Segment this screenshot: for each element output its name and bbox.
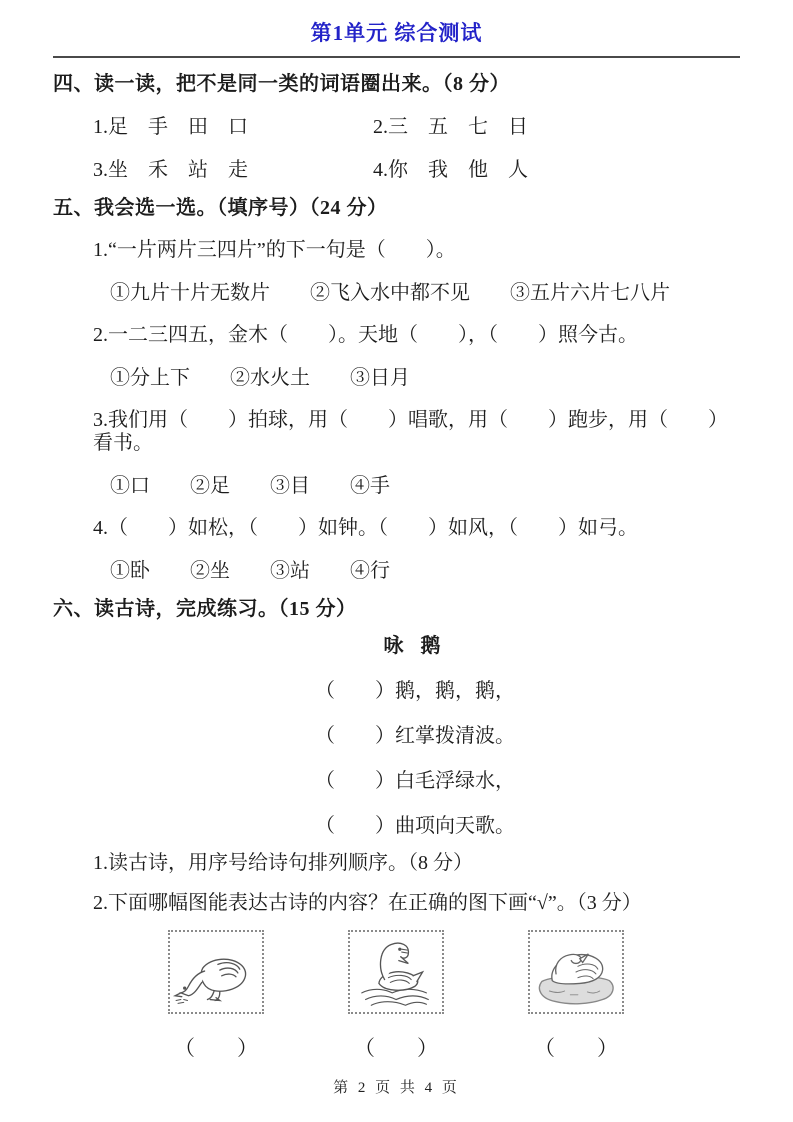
page-title: 第1单元 综合测试 (310, 21, 483, 45)
poem-line-4: （ ）曲项向天歌。 (315, 815, 515, 837)
sub-question-2: 2.下面哪幅图能表达古诗的内容？在正确的图下画“√”。（3 分） (93, 892, 642, 914)
header-divider (53, 56, 740, 58)
figure-1-answer-bracket: （ ） (174, 1036, 258, 1060)
poem-line-2: （ ）红掌拨清波。 (315, 725, 515, 747)
poem-block (315, 635, 515, 838)
word-group-row (93, 116, 740, 139)
goose-pecking-image (168, 930, 264, 1014)
figure-3 (528, 930, 624, 1060)
question-2-options: ①分上下 ②水火土 ③日月 (110, 367, 410, 389)
figure-2-answer-bracket: （ ） (354, 1036, 438, 1060)
word-group-2: 2.三 五 七 日 (373, 116, 528, 138)
goose-swimming-image (348, 930, 444, 1014)
poem-line-3: （ ）白毛浮绿水， (315, 770, 515, 792)
poem-title: 咏 鹅 (383, 635, 447, 657)
question-3: 3.我们用（ ）拍球，用（ ）唱歌，用（ ）跑步，用（ ）看书。 (93, 409, 728, 454)
poem-line-1: （ ）鹅，鹅，鹅， (315, 680, 515, 702)
question-1-options: ①九片十片无数片 ②飞入水中都不见 ③五片六片七八片 (110, 282, 670, 304)
figure-1 (168, 930, 264, 1060)
word-group-1: 1.足 手 田 口 (93, 116, 248, 138)
page-number-footer: 第 2 页 共 4 页 (333, 1080, 460, 1096)
question-3-options: ①口 ②足 ③目 ④手 (110, 475, 390, 497)
word-group-3: 3.坐 禾 站 走 (93, 159, 248, 181)
figure-2 (348, 930, 444, 1060)
question-4-options: ①卧 ②坐 ③站 ④行 (110, 560, 390, 582)
question-2: 2.一二三四五，金木（ ）。天地（ ），（ ）照今古。 (93, 324, 638, 346)
section5-heading: 五、我会选一选。（填序号）（24 分） (53, 197, 388, 219)
word-group-4: 4.你 我 他 人 (373, 159, 528, 181)
goose-nesting-image (528, 930, 624, 1014)
figure-3-answer-bracket: （ ） (534, 1036, 618, 1060)
sub-question-1: 1.读古诗，用序号给诗句排列顺序。（8 分） (93, 852, 473, 874)
figure-row (168, 930, 740, 1060)
word-group-row (93, 159, 740, 182)
question-1: 1.“一片两片三四片”的下一句是（ ）。 (93, 239, 456, 261)
section6-heading: 六、读古诗，完成练习。（15 分） (53, 598, 357, 620)
question-4: 4.（ ）如松，（ ）如钟。（ ）如风，（ ）如弓。 (93, 517, 638, 539)
section4-heading: 四、读一读，把不是同一类的词语圈出来。（8 分） (53, 73, 510, 95)
